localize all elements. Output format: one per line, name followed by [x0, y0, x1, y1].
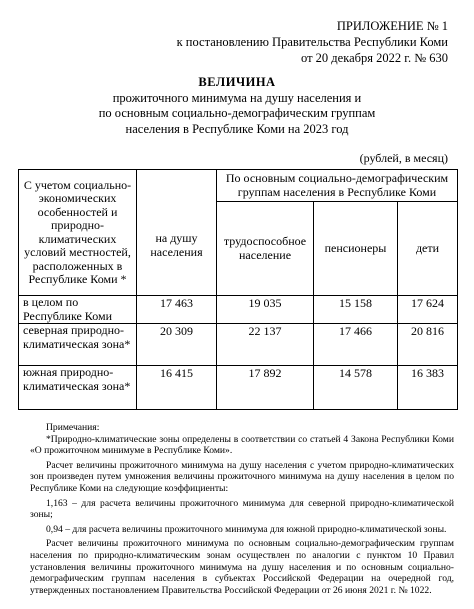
table-cell: 16 383: [398, 366, 458, 410]
document-header: [177, 18, 448, 66]
units-note: (рублей, в месяц): [359, 151, 448, 165]
table-cell: 20 309: [137, 324, 217, 366]
title-line-1: прожиточного минимума на душу населения и: [112, 90, 362, 105]
column-header-children: дети: [398, 202, 458, 296]
table-cell: 20 816: [398, 324, 458, 366]
row-label: в целом по Республике Коми: [19, 296, 137, 324]
title-line-3: населения в Республике Коми на 2023 год: [125, 121, 349, 136]
table-cell: 15 158: [314, 296, 398, 324]
note-groups: Расчет величины прожиточного минимума по основным социально-демографическим группам населения по природно-климатическим зонам осуществлен по аналогии с пунктом 10 Правил установления величины прожиточного минимума на душу населения и по основным социально-демографическим группам населения в субъектах Российской Федерации на очередной год, утвержденных постановлением Правительства Российской Федерации от 26 июня 2021 г. № 1022.: [30, 538, 454, 596]
table-header-row: [19, 170, 458, 202]
table-cell: 17 892: [217, 366, 314, 410]
table-cell: 16 415: [137, 366, 217, 410]
table-row: [19, 296, 458, 324]
title-line-2: по основным социально-демографическим группам: [98, 106, 376, 120]
table-cell: 22 137: [217, 324, 314, 366]
resolution-reference: к постановлению Правительства Республики Коми: [176, 35, 448, 49]
table-cell: 17 624: [398, 296, 458, 324]
note-zones: *Природно-климатические зоны определены в соответствии со статьей 4 Закона Республики Коми «О прожиточном минимуме в Республике Коми».: [30, 433, 454, 457]
row-label: южная природно-климатическая зона*: [19, 366, 137, 410]
title-main: ВЕЛИЧИНА: [198, 75, 276, 89]
notes-heading: Примечания:: [46, 422, 100, 433]
table-cell: 14 578: [314, 366, 398, 410]
appendix-number: ПРИЛОЖЕНИЕ № 1: [336, 19, 448, 33]
table-cell: 17 463: [137, 296, 217, 324]
column-header-zone: С учетом социально-экономических особенностей и природно-климатических условий местностей, расположенных в Республике Коми *: [19, 170, 137, 296]
row-label: северная природно-климатическая зона*: [19, 324, 137, 366]
column-header-per-capita: на душу населения: [137, 170, 217, 296]
table-cell: 19 035: [217, 296, 314, 324]
column-header-group: По основным социально-демографическим группам населения в Республике Коми: [217, 170, 458, 202]
note-calculation: Расчет величины прожиточного минимума на душу населения с учетом природно-климатических зон произведен путем умножения величины прожиточного минимума на душу населения в целом по Республике Коми на следующие коэффициенты:: [30, 459, 454, 494]
notes-section: [30, 422, 454, 596]
document-title: [0, 75, 474, 137]
table-row: [19, 366, 458, 410]
note-south-coefficient: 0,94 – для расчета величины прожиточного минимума для южной природно-климатической зоны.: [46, 523, 447, 535]
table-row: [19, 324, 458, 366]
resolution-date: от 20 декабря 2022 г. № 630: [300, 51, 448, 65]
column-header-pensioners: пенсионеры: [314, 202, 398, 296]
column-header-working-age: трудоспособное население: [217, 202, 314, 296]
table-cell: 17 466: [314, 324, 398, 366]
subsistence-minimum-table: [18, 169, 458, 410]
note-north-coefficient: 1,163 – для расчета величины прожиточного минимума для северной природно-климатической зоны;: [30, 497, 454, 521]
